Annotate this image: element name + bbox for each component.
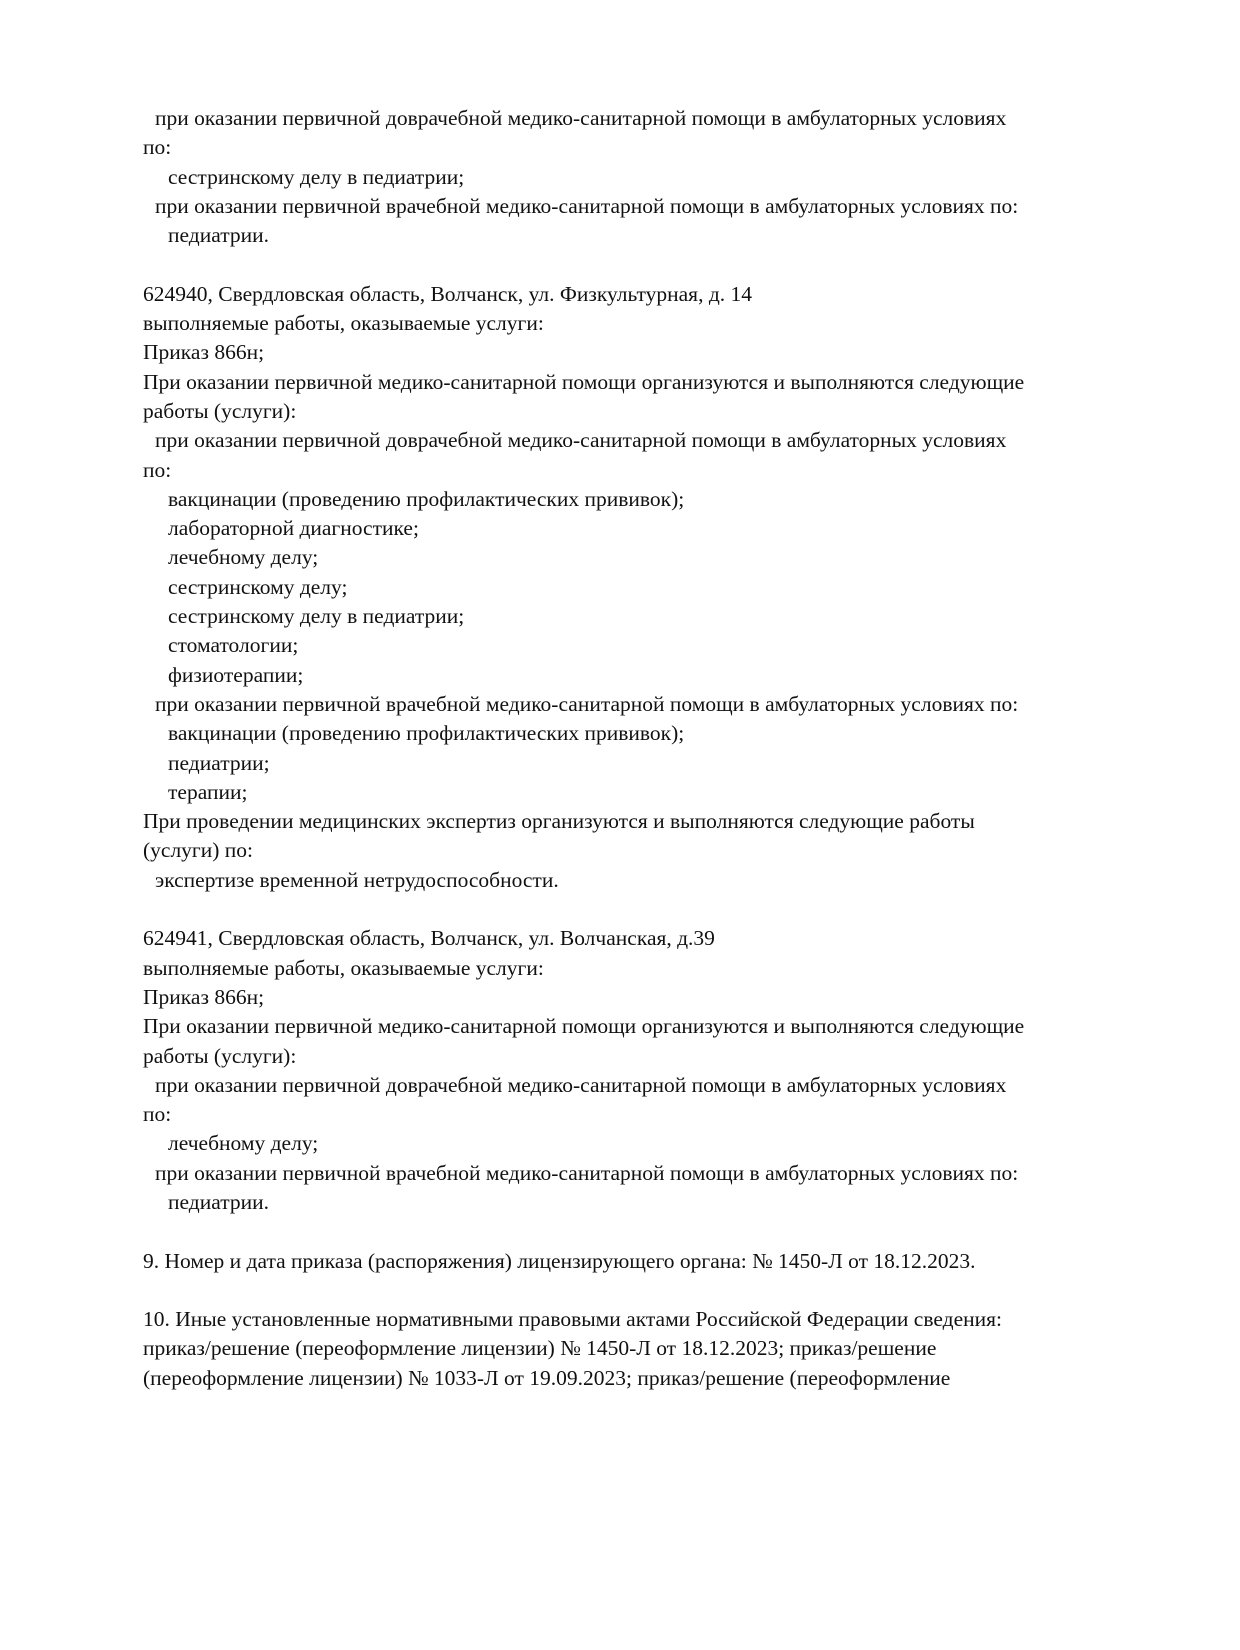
service-item: лечебному делу; xyxy=(168,545,319,570)
prehospital-care-line-end: по: xyxy=(143,1102,172,1127)
prehospital-care-line: при оказании первичной доврачебной медико-санитарной помощи в амбулаторных условиях xyxy=(155,1072,1007,1097)
spacer xyxy=(143,250,1143,279)
intro-line: При оказании первичной медико-санитарной помощи организуются и выполняются следующие xyxy=(143,1014,1025,1039)
doctor-care-line: при оказании первичной врачебной медико-санитарной помощи в амбулаторных условиях по: xyxy=(155,691,1019,716)
order-reference: Приказ 866н; xyxy=(143,340,265,365)
section-10-line: (переоформление лицензии) № 1033-Л от 19.09.2023; приказ/решение (переоформление xyxy=(143,1365,951,1390)
service-item: педиатрии; xyxy=(168,750,270,775)
service-item: сестринскому делу в педиатрии; xyxy=(168,164,465,189)
order-reference: Приказ 866н; xyxy=(143,984,265,1009)
service-item: педиатрии. xyxy=(168,1189,269,1214)
service-item: вакцинации (проведению профилактических прививок); xyxy=(168,486,685,511)
doctor-care-line: при оказании первичной врачебной медико-санитарной помощи в амбулаторных условиях по: xyxy=(155,193,1019,218)
service-item: стоматологии; xyxy=(168,633,299,658)
prehospital-care-line: при оказании первичной доврачебной медико-санитарной помощи в амбулаторных условиях xyxy=(155,106,1007,130)
address-fizkulturnaya: 624940, Свердловская область, Волчанск, ул. Физкультурная, д. 14 xyxy=(143,281,753,306)
spacer xyxy=(143,895,1143,924)
service-item: физиотерапии; xyxy=(168,662,304,687)
section-10-line: приказ/решение (переоформление лицензии) № 1450-Л от 18.12.2023; приказ/решение xyxy=(143,1336,937,1361)
service-item: лечебному делу; xyxy=(168,1131,319,1156)
intro-line-end: работы (услуги): xyxy=(143,398,297,423)
service-item: терапии; xyxy=(168,779,248,804)
service-item: педиатрии. xyxy=(168,223,269,248)
expertise-intro-line: При проведении медицинских экспертиз организуются и выполняются следующие работы xyxy=(143,809,975,834)
intro-line-end: работы (услуги): xyxy=(143,1043,297,1068)
service-item: сестринскому делу в педиатрии; xyxy=(168,604,465,629)
doctor-care-line: при оказании первичной врачебной медико-санитарной помощи в амбулаторных условиях по: xyxy=(155,1160,1019,1185)
prehospital-care-line-end: по: xyxy=(143,135,172,160)
expertise-item: экспертизе временной нетрудоспособности. xyxy=(155,867,559,892)
works-label: выполняемые работы, оказываемые услуги: xyxy=(143,955,544,980)
intro-line: При оказании первичной медико-санитарной помощи организуются и выполняются следующие xyxy=(143,369,1025,394)
section-10-heading: 10. Иные установленные нормативными правовыми актами Российской Федерации сведения: xyxy=(143,1307,1002,1332)
prehospital-care-line: при оказании первичной доврачебной медико-санитарной помощи в амбулаторных условиях xyxy=(155,428,1007,453)
spacer xyxy=(143,1217,1143,1246)
spacer xyxy=(143,1276,1143,1305)
prehospital-care-line-end: по: xyxy=(143,457,172,482)
service-item: сестринскому делу; xyxy=(168,574,348,599)
works-label: выполняемые работы, оказываемые услуги: xyxy=(143,311,544,336)
expertise-intro-line-end: (услуги) по: xyxy=(143,838,254,863)
section-9-order-number: 9. Номер и дата приказа (распоряжения) лицензирующего органа: № 1450-Л от 18.12.2023. xyxy=(143,1248,976,1273)
service-item: лабораторной диагностике; xyxy=(168,516,419,541)
document-body xyxy=(143,104,1143,1393)
service-item: вакцинации (проведению профилактических прививок); xyxy=(168,721,685,746)
address-volchanskaya: 624941, Свердловская область, Волчанск, ул. Волчанская, д.39 xyxy=(143,926,715,951)
